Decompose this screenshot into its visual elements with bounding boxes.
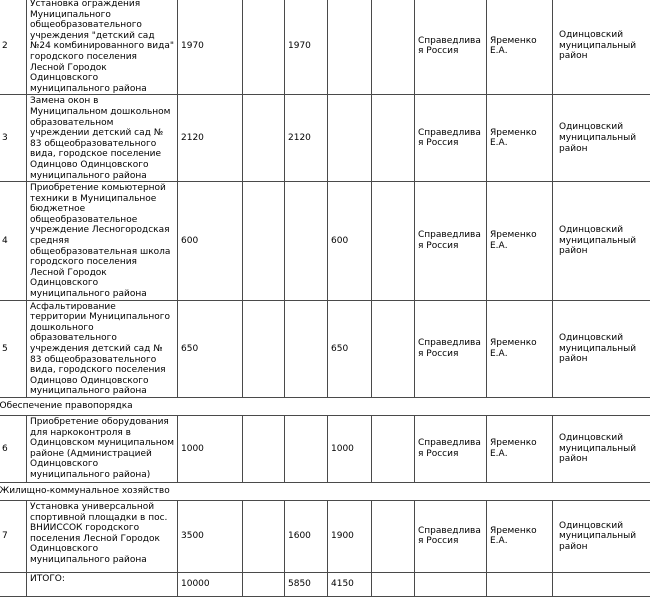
cell-num: 6 (0, 415, 27, 482)
total-row (0, 572, 650, 596)
cell-c5 (328, 0, 372, 95)
cell-c3 (243, 415, 285, 482)
cell-party (415, 572, 487, 596)
cell-party: Справедливая Россия (415, 0, 487, 95)
cell-party: Справедливая Россия (415, 182, 487, 301)
cell-c3 (243, 572, 285, 596)
table-row (0, 415, 650, 482)
cell-c6 (372, 300, 415, 397)
cell-region: Одинцовский муниципальный район (553, 500, 650, 572)
table-row (0, 95, 650, 182)
cell-desc: ИТОГО: (27, 572, 178, 596)
section-title: Жилищно-коммунальное хозяйство (0, 482, 650, 500)
cell-c3 (243, 300, 285, 397)
cell-num: 5 (0, 300, 27, 397)
cell-total: 3500 (178, 500, 243, 572)
cell-party: Справедливая Россия (415, 300, 487, 397)
cell-desc: Приобретение комьютерной техники в Муниципальное бюджетное общеобразовательное учреждение Лесногородская средняя общеобразовательная школа городского поселения Лесной Городок Одинцовского муниципального района (27, 182, 178, 301)
cell-region (553, 572, 650, 596)
cell-c4 (285, 300, 328, 397)
cell-c4: 1970 (285, 0, 328, 95)
cell-num: 7 (0, 500, 27, 572)
cell-region: Одинцовский муниципальный район (553, 0, 650, 95)
cell-region: Одинцовский муниципальный район (553, 415, 650, 482)
cell-c6 (372, 415, 415, 482)
cell-c6 (372, 182, 415, 301)
cell-party: Справедливая Россия (415, 500, 487, 572)
table-row (0, 182, 650, 301)
cell-desc: Установка универсальной спортивной площадки в пос. ВНИИССОК городского поселения Лесной Городок Одинцовского муниципального района (27, 500, 178, 572)
cell-person (487, 572, 553, 596)
section-row (0, 397, 650, 415)
cell-total: 1970 (178, 0, 243, 95)
cell-c4: 5850 (285, 572, 328, 596)
cell-c5: 650 (328, 300, 372, 397)
cell-c6 (372, 500, 415, 572)
cell-party: Справедливая Россия (415, 415, 487, 482)
cell-c5: 600 (328, 182, 372, 301)
table-row (0, 300, 650, 397)
cell-c3 (243, 0, 285, 95)
cell-region: Одинцовский муниципальный район (553, 95, 650, 182)
cell-c5: 1000 (328, 415, 372, 482)
cell-c5: 1900 (328, 500, 372, 572)
cell-c6 (372, 0, 415, 95)
cell-person: Яременко Е.А. (487, 95, 553, 182)
cell-num: 2 (0, 0, 27, 95)
cell-person: Яременко Е.А. (487, 182, 553, 301)
cell-c5: 4150 (328, 572, 372, 596)
cell-c4 (285, 415, 328, 482)
cell-desc: Приобретение оборудования для наркоконтроля в Одинцовском муниципальном районе (Администрацией Одинцовского муниципального района) (27, 415, 178, 482)
cell-c4: 2120 (285, 95, 328, 182)
cell-person: Яременко Е.А. (487, 0, 553, 95)
cell-c3 (243, 182, 285, 301)
cell-c5 (328, 95, 372, 182)
cell-party: Справедливая Россия (415, 95, 487, 182)
cell-c4 (285, 182, 328, 301)
cell-person: Яременко Е.А. (487, 415, 553, 482)
cell-c6 (372, 95, 415, 182)
cell-total: 10000 (178, 572, 243, 596)
cell-region: Одинцовский муниципальный район (553, 300, 650, 397)
cell-total: 650 (178, 300, 243, 397)
cell-desc: Замена окон в Муниципальном дошкольном образовательном учреждении детский сад № 83 общеобразовательного вида, городское поселение Одинцово Одинцовского муниципального района (27, 95, 178, 182)
cell-desc: Асфальтирование территории Муниципального дошкольного образовательного учреждения детский сад № 83 общеобразовательного вида, городского поселения Одинцово Одинцовского муниципального района (27, 300, 178, 397)
table-row (0, 0, 650, 95)
cell-person: Яременко Е.А. (487, 300, 553, 397)
cell-c3 (243, 500, 285, 572)
section-title: Обеспечение правопорядка (0, 397, 650, 415)
cell-c4: 1600 (285, 500, 328, 572)
cell-total: 1000 (178, 415, 243, 482)
cell-c6 (372, 572, 415, 596)
cell-num (0, 572, 27, 596)
section-row (0, 482, 650, 500)
cell-num: 3 (0, 95, 27, 182)
cell-c3 (243, 95, 285, 182)
cell-desc: Установка ограждения Муниципального общеобразовательного учреждения "детский сад №24 комбинированного вида" городского поселения Лесной Городок Одинцовского муниципального района (27, 0, 178, 95)
cell-num: 4 (0, 182, 27, 301)
table-row (0, 500, 650, 572)
cell-person: Яременко Е.А. (487, 500, 553, 572)
cell-total: 2120 (178, 95, 243, 182)
cell-region: Одинцовский муниципальный район (553, 182, 650, 301)
cell-total: 600 (178, 182, 243, 301)
